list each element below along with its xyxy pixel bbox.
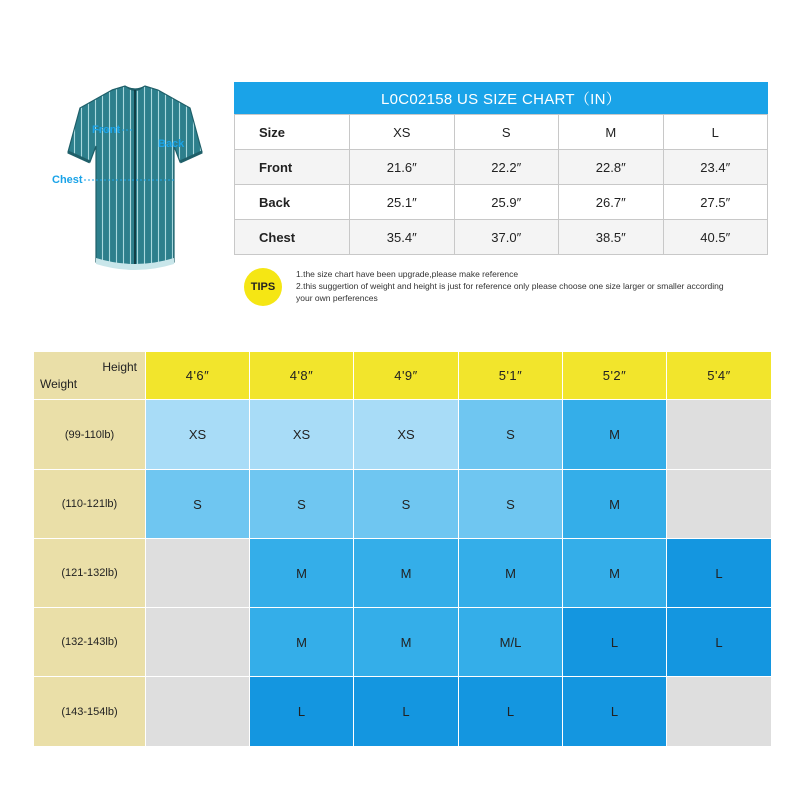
size-cell-empty bbox=[146, 608, 249, 676]
size-cell: M bbox=[354, 539, 458, 607]
size-cell-empty bbox=[146, 539, 249, 607]
table-cell: 40.5″ bbox=[663, 220, 768, 255]
size-chart-row-back bbox=[235, 185, 768, 220]
height-header: 4'9″ bbox=[354, 352, 458, 399]
size-cell-empty bbox=[667, 400, 771, 469]
size-header-s: S bbox=[454, 115, 559, 150]
size-cell: L bbox=[459, 677, 562, 746]
size-cell: L bbox=[563, 677, 666, 746]
row-label-chest: Chest bbox=[235, 220, 350, 255]
size-cell: M bbox=[459, 539, 562, 607]
height-weight-grid bbox=[34, 352, 768, 742]
jersey-label-back: Back bbox=[158, 138, 185, 150]
tips-line-2: 2.this suggertion of weight and height is just for reference only please choose one size larger or smaller according your own perferences bbox=[296, 281, 724, 303]
jersey-illustration bbox=[50, 82, 220, 282]
size-cell: L bbox=[667, 608, 771, 676]
size-cell: M bbox=[563, 470, 666, 538]
size-cell: M bbox=[563, 400, 666, 469]
size-cell: L bbox=[250, 677, 353, 746]
size-header-label: Size bbox=[235, 115, 350, 150]
height-axis-label: Height bbox=[102, 360, 137, 374]
table-cell: 38.5″ bbox=[559, 220, 664, 255]
tips-line-1: 1.the size chart have been upgrade,please make reference bbox=[296, 269, 519, 279]
table-cell: 22.8″ bbox=[559, 150, 664, 185]
row-label-back: Back bbox=[235, 185, 350, 220]
size-cell-empty bbox=[146, 677, 249, 746]
size-header-m: M bbox=[559, 115, 664, 150]
table-cell: 23.4″ bbox=[663, 150, 768, 185]
size-cell: XS bbox=[146, 400, 249, 469]
tips-badge: TIPS bbox=[244, 268, 282, 306]
jersey-label-front: Front bbox=[92, 124, 121, 136]
row-label-front: Front bbox=[235, 150, 350, 185]
height-header: 5'1″ bbox=[459, 352, 562, 399]
size-chart bbox=[234, 82, 768, 255]
jersey-label-chest: Chest bbox=[52, 174, 83, 186]
size-cell: M bbox=[563, 539, 666, 607]
table-cell: 22.2″ bbox=[454, 150, 559, 185]
size-chart-title: L0C02158 US SIZE CHART（IN） bbox=[234, 82, 768, 114]
table-cell: 21.6″ bbox=[350, 150, 455, 185]
weight-label: (99-110lb) bbox=[34, 400, 145, 469]
grid-corner bbox=[34, 352, 145, 399]
weight-label: (121-132lb) bbox=[34, 539, 145, 607]
size-cell: S bbox=[146, 470, 249, 538]
weight-axis-label: Weight bbox=[40, 377, 78, 391]
weight-label: (132-143lb) bbox=[34, 608, 145, 676]
height-header: 4'8″ bbox=[250, 352, 353, 399]
table-cell: 37.0″ bbox=[454, 220, 559, 255]
size-cell: S bbox=[459, 400, 562, 469]
size-header-l: L bbox=[663, 115, 768, 150]
size-cell: XS bbox=[354, 400, 458, 469]
height-header: 4'6″ bbox=[146, 352, 249, 399]
size-cell: L bbox=[667, 539, 771, 607]
size-header-xs: XS bbox=[350, 115, 455, 150]
size-cell: L bbox=[563, 608, 666, 676]
size-cell: L bbox=[354, 677, 458, 746]
size-chart-table bbox=[234, 114, 768, 255]
size-cell-empty bbox=[667, 677, 771, 746]
size-chart-header-row bbox=[235, 115, 768, 150]
table-cell: 26.7″ bbox=[559, 185, 664, 220]
size-chart-row-front bbox=[235, 150, 768, 185]
tips-text bbox=[296, 268, 736, 304]
size-cell: S bbox=[250, 470, 353, 538]
height-header: 5'2″ bbox=[563, 352, 666, 399]
table-cell: 25.9″ bbox=[454, 185, 559, 220]
weight-label: (110-121lb) bbox=[34, 470, 145, 538]
size-cell: S bbox=[459, 470, 562, 538]
weight-label: (143-154lb) bbox=[34, 677, 145, 746]
size-cell: M bbox=[250, 539, 353, 607]
table-cell: 35.4″ bbox=[350, 220, 455, 255]
size-cell: XS bbox=[250, 400, 353, 469]
height-header: 5'4″ bbox=[667, 352, 771, 399]
size-cell-empty bbox=[667, 470, 771, 538]
table-cell: 27.5″ bbox=[663, 185, 768, 220]
size-cell: S bbox=[354, 470, 458, 538]
size-cell: M/L bbox=[459, 608, 562, 676]
table-cell: 25.1″ bbox=[350, 185, 455, 220]
size-cell: M bbox=[250, 608, 353, 676]
size-cell: M bbox=[354, 608, 458, 676]
size-chart-row-chest bbox=[235, 220, 768, 255]
